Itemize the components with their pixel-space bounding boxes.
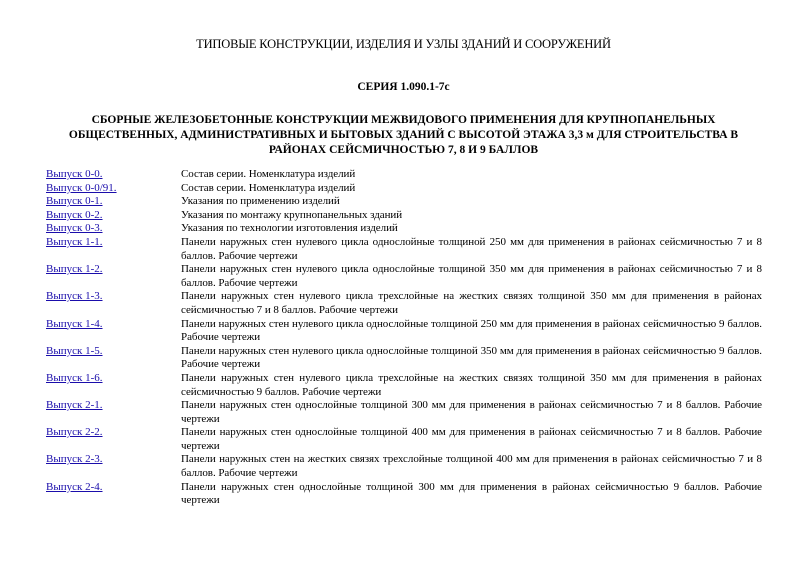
issue-row <box>46 263 762 290</box>
issue-link-cell <box>46 182 181 196</box>
issue-link-cell <box>46 399 181 426</box>
issue-link[interactable]: Выпуск 0-2. <box>46 208 103 221</box>
issue-description: Панели наружных стен на жестких связях трехслойные толщиной 400 мм для применения в районах сейсмичностью 7 и 8 баллов. Рабочие чертежи <box>181 453 762 480</box>
issue-link-cell <box>46 209 181 223</box>
issue-link-cell <box>46 263 181 290</box>
issue-description: Панели наружных стен нулевого цикла однослойные толщиной 250 мм для применения в районах сейсмичностью 9 баллов. Рабочие чертежи <box>181 317 762 344</box>
issue-link[interactable]: Выпуск 0-3. <box>46 222 103 235</box>
issue-row <box>46 182 762 196</box>
issue-link-cell <box>46 481 181 508</box>
issue-row <box>46 195 762 209</box>
issue-link[interactable]: Выпуск 1-6. <box>46 371 103 384</box>
issue-link[interactable]: Выпуск 1-2. <box>46 263 103 276</box>
issue-row <box>46 168 762 182</box>
issue-link[interactable]: Выпуск 0-0. <box>46 168 103 180</box>
issue-link-cell <box>46 345 181 372</box>
issue-link-cell <box>46 195 181 209</box>
series-number: СЕРИЯ 1.090.1-7с <box>357 81 450 93</box>
issue-row <box>46 453 762 480</box>
issue-link[interactable]: Выпуск 0-1. <box>46 195 103 208</box>
issue-row <box>46 426 762 453</box>
issue-link[interactable]: Выпуск 2-3. <box>46 453 103 466</box>
issue-description: Панели наружных стен нулевого цикла однослойные толщиной 250 мм для применения в районах сейсмичностью 7 и 8 баллов. Рабочие чертежи <box>181 235 762 262</box>
issue-description: Панели наружных стен нулевого цикла трехслойные на жестких связях толщиной 350 мм для применения в районах сейсмичностью 7 и 8 баллов. Рабочие чертежи <box>181 290 762 316</box>
issue-link-cell <box>46 290 181 317</box>
issue-description: Панели наружных стен однослойные толщиной 300 мм для применения в районах сейсмичностью 9 баллов. Рабочие чертежи <box>181 480 762 507</box>
issue-row <box>46 236 762 263</box>
issue-link-cell <box>46 236 181 263</box>
issue-link[interactable]: Выпуск 1-1. <box>46 235 103 248</box>
issue-description: Указания по технологии изготовления изделий <box>181 222 398 235</box>
issue-row <box>46 372 762 399</box>
issue-link-cell <box>46 168 181 182</box>
issue-list <box>46 168 762 508</box>
issue-description: Указания по применению изделий <box>181 195 340 208</box>
issue-description: Указания по монтажу крупнопанельных зданий <box>181 208 403 221</box>
issue-link[interactable]: Выпуск 2-2. <box>46 426 103 439</box>
document-title: СБОРНЫЕ ЖЕЛЕЗОБЕТОННЫЕ КОНСТРУКЦИИ МЕЖВИДОВОГО ПРИМЕНЕНИЯ ДЛЯ КРУПНОПАНЕЛЬНЫХ ОБЩЕСТВЕННЫХ, АДМИНИСТРАТИВНЫХ И БЫТОВЫХ ЗДАНИЙ С ВЫСОТОЙ ЭТАЖА 3,3 м ДЛЯ СТРОИТЕЛЬСТВА В РАЙОНАХ СЕЙСМИЧНОСТЬЮ 7, 8 И 9 БАЛЛОВ <box>68 114 739 156</box>
issue-description: Панели наружных стен однослойные толщиной 400 мм для применения в районах сейсмичностью 7 и 8 баллов. Рабочие чертежи <box>181 426 762 452</box>
issue-link[interactable]: Выпуск 1-5. <box>46 344 103 357</box>
issue-link-cell <box>46 222 181 236</box>
issue-link[interactable]: Выпуск 0-0/91. <box>46 181 117 194</box>
issue-row <box>46 481 762 508</box>
issue-row <box>46 290 762 317</box>
issue-row <box>46 399 762 426</box>
issue-link[interactable]: Выпуск 1-3. <box>46 290 103 303</box>
issue-link[interactable]: Выпуск 2-4. <box>46 480 103 493</box>
issue-link-cell <box>46 453 181 480</box>
issue-link-cell <box>46 372 181 399</box>
issue-link-cell <box>46 426 181 453</box>
issue-row <box>46 345 762 372</box>
issue-description: Панели наружных стен нулевого цикла трехслойные на жестких связях толщиной 350 мм для применения в районах сейсмичностью 9 баллов. Рабочие чертежи <box>181 371 762 398</box>
issue-row <box>46 209 762 223</box>
document-header: ТИПОВЫЕ КОНСТРУКЦИИ, ИЗДЕЛИЯ И УЗЛЫ ЗДАНИЙ И СООРУЖЕНИЙ <box>196 37 611 51</box>
issue-description: Панели наружных стен нулевого цикла однослойные толщиной 350 мм для применения в районах сейсмичностью 9 баллов. Рабочие чертежи <box>181 344 762 371</box>
issue-row <box>46 318 762 345</box>
issue-description: Панели наружных стен нулевого цикла однослойные толщиной 350 мм для применения в районах сейсмичностью 7 и 8 баллов. Рабочие чертежи <box>181 263 762 289</box>
issue-description: Состав серии. Номенклатура изделий <box>181 168 356 180</box>
issue-description: Панели наружных стен однослойные толщиной 300 мм для применения в районах сейсмичностью 7 и 8 баллов. Рабочие чертежи <box>181 399 762 425</box>
issue-link-cell <box>46 318 181 345</box>
issue-link[interactable]: Выпуск 1-4. <box>46 317 103 330</box>
issue-description: Состав серии. Номенклатура изделий <box>181 181 356 194</box>
issue-link[interactable]: Выпуск 2-1. <box>46 399 103 412</box>
issue-row <box>46 222 762 236</box>
